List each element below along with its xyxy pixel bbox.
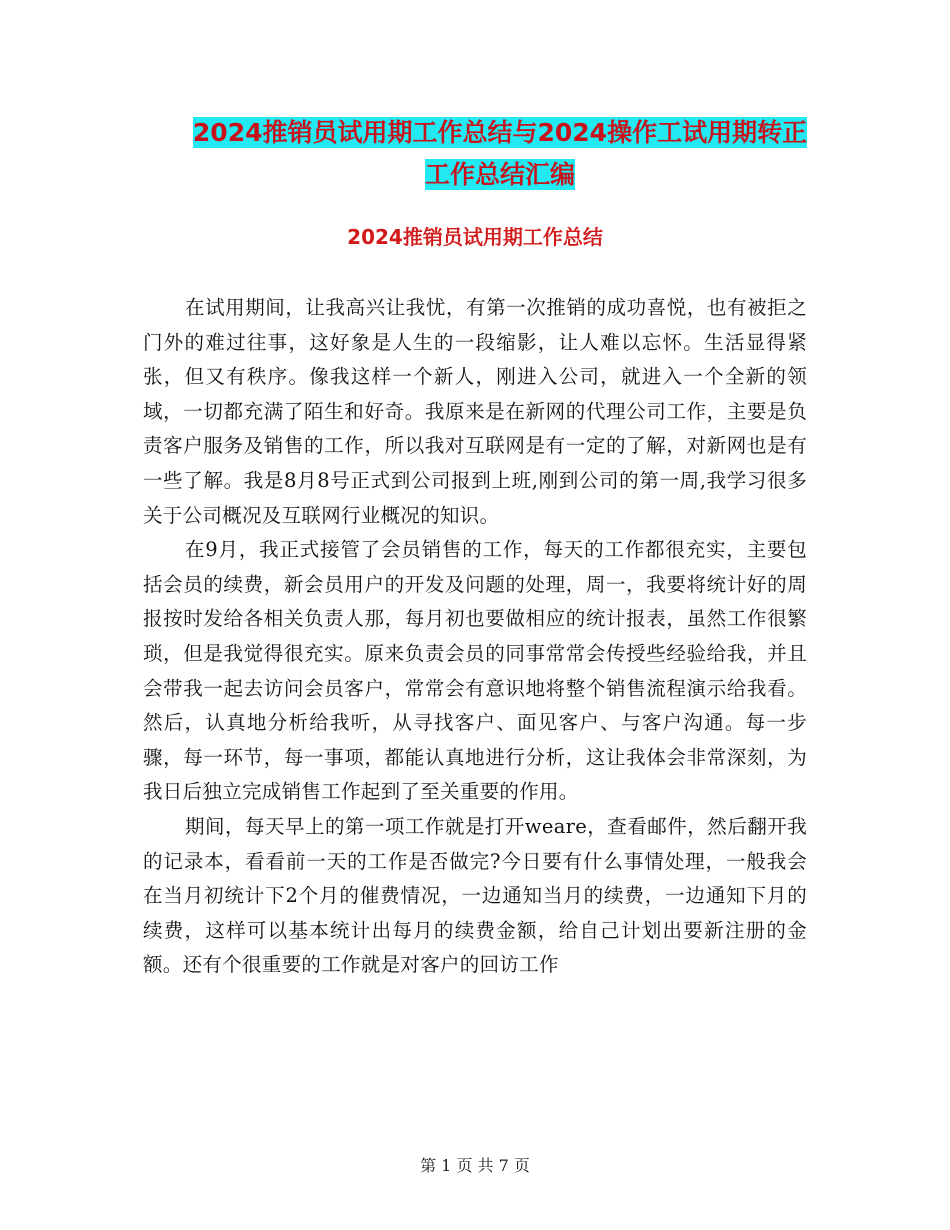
document-body [143,291,807,983]
paragraph-2: 在9月，我正式接管了会员销售的工作，每天的工作都很充实，主要包括会员的续费，新会员用户的开发及问题的处理，周一，我要将统计好的周报按时发给各相关负责人那，每月初也要做相应的统计报表，虽然工作很繁琐，但是我觉得很充实。原来负责会员的同事常常会传授些经验给我，并且会带我一起去访问会员客户，常常会有意识地将整个销售流程演示给我看。然后，认真地分析给我听，从寻找客户、面见客户、与客户沟通。每一步骤，每一环节，每一事项，都能认真地进行分析，这让我体会非常深刻，为我日后独立完成销售工作起到了至关重要的作用。 [143,538,807,804]
document-title-line-2: 工作总结汇编 [424,160,575,189]
page-footer: 第 1 页 共 7 页 [420,1156,530,1175]
document-title [150,112,850,196]
section-title: 2024推销员试用期工作总结 [347,225,603,249]
paragraph-1: 在试用期间，让我高兴让我忧，有第一次推销的成功喜悦，也有被拒之门外的难过往事，这好象是人生的一段缩影，让人难以忘怀。生活显得紧张，但又有秩序。像我这样一个新人，刚进入公司，就进入一个全新的领域，一切都充满了陌生和好奇。我原来是在新网的代理公司工作，主要是负责客户服务及销售的工作，所以我对互联网是有一定的了解，对新网也是有一些了解。我是8月8号正式到公司报到上班,刚到公司的第一周,我学习很多关于公司概况及互联网行业概况的知识。 [143,296,807,527]
document-title-line-1: 2024推销员试用期工作总结与2024操作工试用期转正 [192,118,808,147]
paragraph-3: 期间，每天早上的第一项工作就是打开weare，查看邮件，然后翻开我的记录本，看看前一天的工作是否做完?今日要有什么事情处理，一般我会在当月初统计下2个月的催费情况，一边通知当月的续费，一边通知下月的续费，这样可以基本统计出每月的续费金额，给自己计划出要新注册的金额。还有个很重要的工作就是对客户的回访工作 [143,814,807,977]
